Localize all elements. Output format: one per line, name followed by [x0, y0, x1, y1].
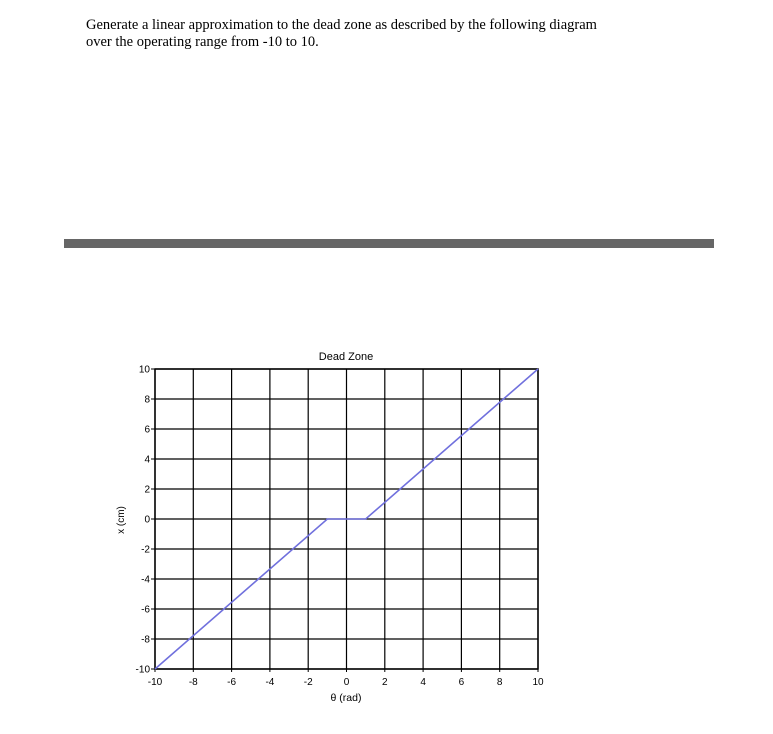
y-tick-label: -10 [135, 664, 150, 676]
x-tick-label: -4 [265, 677, 275, 688]
question-line-1: Generate a linear approximation to the dead zone as described by the following diagram [86, 17, 597, 33]
x-tick-label: -10 [147, 677, 163, 688]
y-tick-label: -2 [141, 544, 150, 556]
y-tick-label: 4 [144, 454, 150, 466]
y-tick-label: -4 [141, 574, 150, 586]
question-line-2: over the operating range from -10 to 10. [86, 34, 319, 50]
x-tick-label: 0 [343, 677, 350, 688]
x-tick-label: -6 [227, 677, 237, 688]
x-tick-label: 2 [382, 677, 388, 688]
x-axis-label: θ (rad) [330, 692, 362, 704]
x-tick-label: 4 [420, 677, 426, 688]
y-tick-label: 0 [144, 514, 150, 526]
x-tick-labels [148, 669, 544, 688]
y-tick-label: 10 [138, 364, 150, 376]
y-tick-label: -6 [141, 604, 150, 616]
x-tick-label: -8 [188, 677, 198, 688]
y-tick-label: -8 [141, 634, 150, 646]
chart-title: Dead Zone [318, 351, 374, 363]
y-tick-labels [136, 365, 155, 676]
x-tick-label: 8 [496, 677, 503, 688]
y-tick-label: 6 [144, 424, 150, 436]
y-tick-label: 8 [144, 394, 150, 406]
y-axis-label: x (cm) [116, 506, 127, 534]
x-tick-label: 10 [532, 677, 544, 688]
y-tick-label: 2 [144, 484, 150, 496]
x-tick-label: 6 [458, 677, 465, 688]
x-tick-label: -2 [303, 677, 313, 688]
